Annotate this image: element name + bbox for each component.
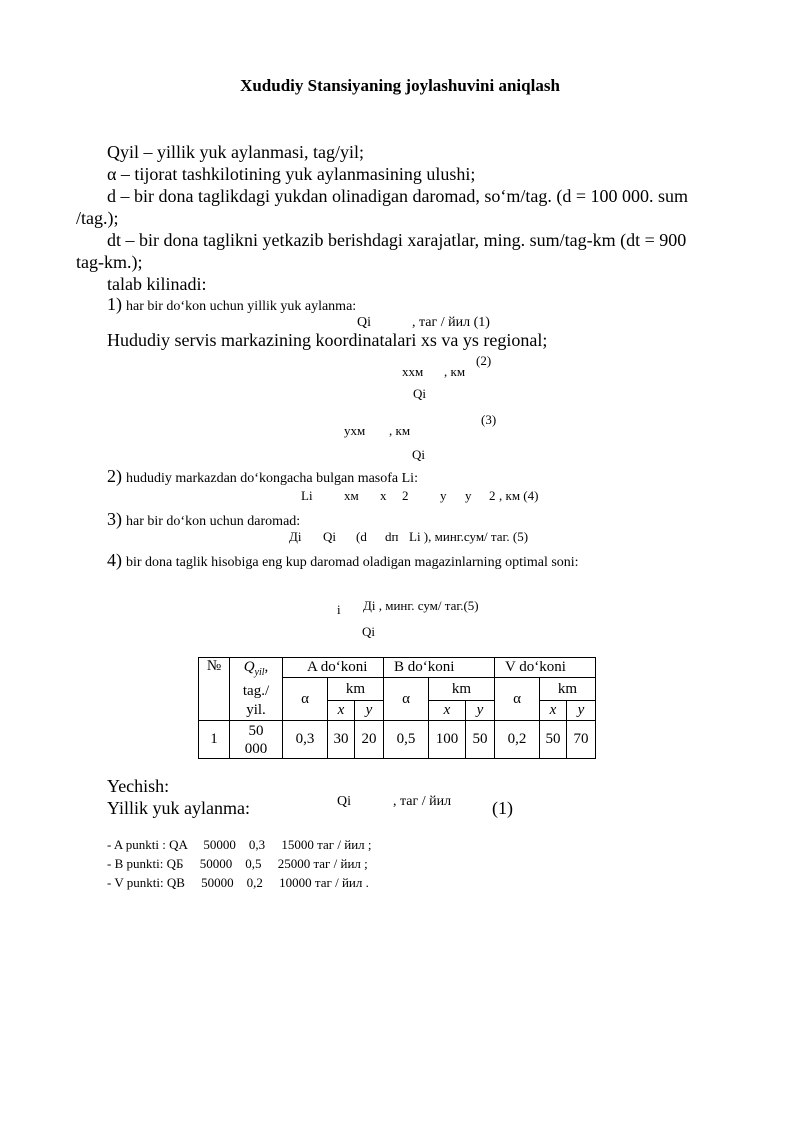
definition-alpha xyxy=(76,163,716,185)
header-y-a: y xyxy=(355,701,384,721)
formula-4-xm: хм xyxy=(344,488,359,503)
step-2 xyxy=(107,466,418,487)
formula-2-denominator: Qi xyxy=(413,386,426,401)
cell-v-y: 70 xyxy=(567,721,596,759)
cell-a-y: 20 xyxy=(355,721,384,759)
cell-a-x: 30 xyxy=(328,721,355,759)
solution-heading: Yechish: xyxy=(107,776,170,796)
header-q-comma: , xyxy=(264,659,269,675)
formula-3-number: (3) xyxy=(481,412,497,427)
header-x-a: x xyxy=(328,701,355,721)
formula-6-denominator: Qi xyxy=(362,624,375,639)
coordinates-text: Hududiy servis markazining koordinatalari xs va ys regional; xyxy=(107,330,548,350)
solution-line-b: - B punkti: QБ 50000 0,5 25000 таг / йил ; xyxy=(107,856,368,871)
formula-6-text: Дi , минг. сум/ таг.(5) xyxy=(363,598,479,613)
formula-1-unit: , таг / йил (1) xyxy=(412,315,490,330)
cell-b-alpha: 0,5 xyxy=(384,721,429,759)
header-q-line3: yil. xyxy=(246,702,266,718)
formula-2-number: (2) xyxy=(476,353,492,368)
definition-alpha-text: α – tijorat tashkilotining yuk aylanmasining ulushi; xyxy=(107,164,476,184)
cell-v-x: 50 xyxy=(540,721,567,759)
header-q-line2: tag./ xyxy=(242,683,270,699)
header-km-v: km xyxy=(540,678,596,701)
header-x-b: x xyxy=(429,701,466,721)
cell-number: 1 xyxy=(199,721,230,759)
formula-4-pow-y: 2 xyxy=(489,488,496,503)
solution-line-v: - V punkti: QВ 50000 0,2 10000 таг / йил . xyxy=(107,875,369,890)
definition-d-text: d – bir dona taglikdagi yukdan olinadigan daromad, so‘m/tag. (d = 100 000. sum /tag.); xyxy=(76,186,689,228)
header-alpha-a: α xyxy=(283,678,328,721)
formula-2-label: xхм xyxy=(402,364,424,379)
formula-1-qi: Qi xyxy=(357,315,371,330)
cell-b-y: 50 xyxy=(466,721,495,759)
step-1 xyxy=(107,294,356,315)
header-shop-v: V do‘koni xyxy=(495,658,596,678)
header-q-sub: yil xyxy=(254,667,265,678)
data-table xyxy=(198,657,596,759)
formula-4-y: y xyxy=(465,488,472,503)
definition-d xyxy=(76,185,716,229)
table-row xyxy=(199,721,596,759)
step-4-text: bir dona taglik hisobiga eng kup daromad oladigan magazinlarning optimal soni: xyxy=(126,555,579,570)
cell-b-x: 100 xyxy=(429,721,466,759)
step-2-number: 2) xyxy=(107,466,122,486)
formula-3-label: yхм xyxy=(344,423,366,438)
definition-required-text: talab kilinadi: xyxy=(107,274,207,294)
formula-6-i: i xyxy=(337,602,341,617)
header-km-b: km xyxy=(429,678,495,701)
formula-5-rest: Li ), минг.сум/ таг. (5) xyxy=(409,529,529,544)
solution-annual-unit: , таг / йил xyxy=(393,794,452,809)
definition-qyil xyxy=(76,141,716,163)
step-1-number: 1) xyxy=(107,294,122,314)
definition-required xyxy=(76,273,716,295)
cell-q: 50 000 xyxy=(230,721,283,759)
formula-5-qi: Qi xyxy=(323,529,336,544)
header-number: № xyxy=(199,658,230,721)
step-3-text: har bir do‘kon uchun daromad: xyxy=(126,514,301,529)
table-header-row xyxy=(199,658,596,678)
cell-a-alpha: 0,3 xyxy=(283,721,328,759)
formula-4-li: Li xyxy=(301,488,313,503)
page-title: Xududiy Stansiyaning joylashuvini aniqlash xyxy=(240,76,560,95)
solution-annual-qi: Qi xyxy=(337,794,351,809)
formula-3-denominator: Qi xyxy=(412,447,425,462)
step-3-number: 3) xyxy=(107,509,122,529)
solution-line-a: - A punkti : QA 50000 0,3 15000 таг / йил ; xyxy=(107,837,372,852)
formula-2-unit: , км xyxy=(444,364,466,379)
header-shop-b: B do‘koni xyxy=(384,658,495,678)
formula-4-ym: y xyxy=(440,488,447,503)
header-x-v: x xyxy=(540,701,567,721)
header-y-b: y xyxy=(466,701,495,721)
step-1-text: har bir do‘kon uchun yillik yuk aylanma: xyxy=(126,299,357,314)
definition-dt xyxy=(76,229,716,273)
formula-3-unit: , км xyxy=(389,423,411,438)
step-3 xyxy=(107,509,300,530)
definition-qyil-text: Qyil – yillik yuk aylanmasi, tag/yil; xyxy=(107,142,364,162)
formula-4-x: x xyxy=(380,488,387,503)
header-shop-a: A do‘koni xyxy=(283,658,384,678)
definition-dt-text: dt – bir dona taglikni yetkazib berishdagi xarajatlar, ming. sum/tag-km (dt = 900 tag-km.); xyxy=(76,230,687,272)
solution-annual-label: Yillik yuk aylanma: xyxy=(107,798,250,818)
header-alpha-b: α xyxy=(384,678,429,721)
formula-4-pow-x: 2 xyxy=(402,488,409,503)
header-km-a: km xyxy=(328,678,384,701)
step-2-text: hududiy markazdan do‘kongacha bulgan masofa Li: xyxy=(126,471,418,486)
formula-4-unit: , км (4) xyxy=(499,488,539,503)
formula-5-dp: dп xyxy=(385,529,399,544)
cell-v-alpha: 0,2 xyxy=(495,721,540,759)
formula-5-di: Дi xyxy=(289,529,302,544)
header-alpha-v: α xyxy=(495,678,540,721)
step-4-number: 4) xyxy=(107,550,122,570)
header-q xyxy=(230,658,283,721)
formula-5-d: (d xyxy=(356,529,367,544)
step-4 xyxy=(107,550,579,571)
header-y-v: y xyxy=(567,701,596,721)
header-q-main: Q xyxy=(243,659,255,675)
solution-annual-number: (1) xyxy=(492,798,513,818)
